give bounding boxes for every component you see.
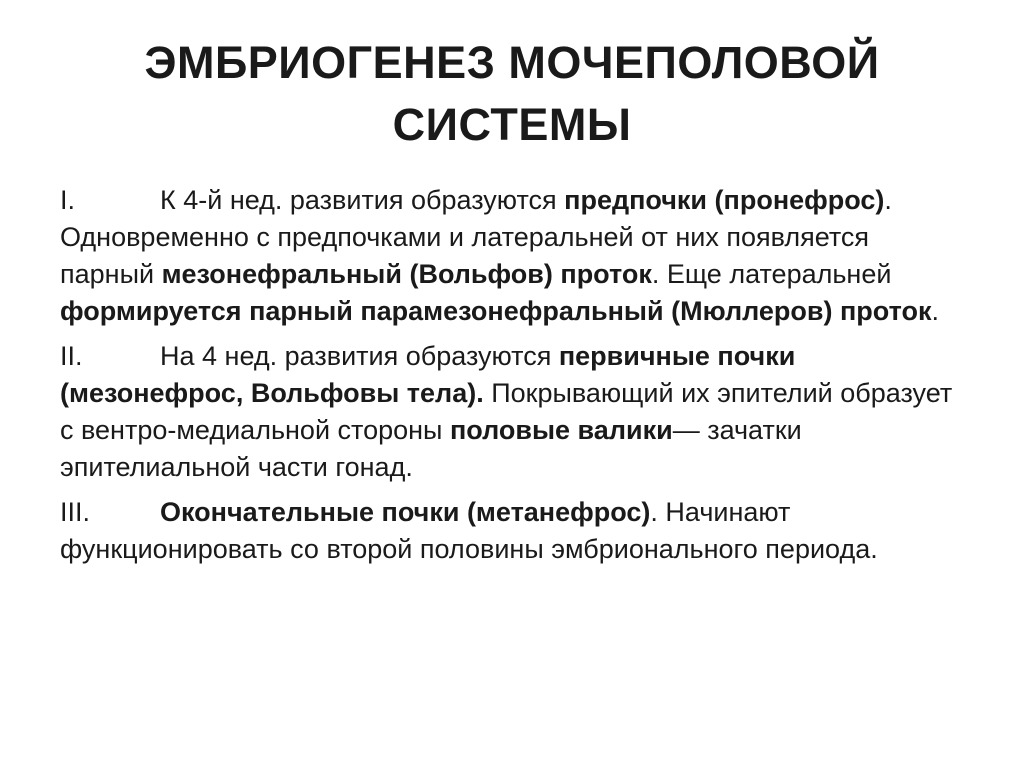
list-marker: II.: [60, 341, 83, 371]
text-segment: К 4-й нед. развития образуются: [160, 185, 565, 215]
text-segment: Покрывающий их эпителий образует с вентро-медиальной стороны: [60, 378, 953, 445]
text-segment: . Начинают функционировать со второй половины эмбрионального периода.: [60, 497, 878, 564]
list-item-1: [60, 182, 960, 330]
list-marker: I.: [60, 185, 76, 215]
slide-body: [60, 182, 960, 576]
text-segment-bold: предпочки (пронефрос): [564, 185, 885, 215]
text-segment: На 4 нед. развития образуются: [160, 341, 559, 371]
list-marker: III.: [60, 497, 91, 527]
list-item-3: [60, 494, 960, 568]
text-segment-bold: формируется парный парамезонефральный (Мюллеров) проток: [60, 296, 932, 326]
text-segment-bold: мезонефральный (Вольфов) проток: [161, 259, 652, 289]
text-segment: . Еще латеральней: [651, 259, 892, 289]
text-segment: .: [931, 296, 940, 326]
slide-title-line-1: ЭМБРИОГЕНЕЗ МОЧЕПОЛОВОЙ: [144, 37, 880, 88]
text-segment-bold: половые валики: [449, 415, 673, 445]
text-segment: . Одновременно с предпочками и латеральней от них появляется парный: [60, 185, 892, 289]
list-item-2: [60, 338, 960, 486]
text-segment-bold: первичные почки (мезонефрос, Вольфовы тела).: [60, 341, 796, 408]
text-segment: — зачатки эпителиальной части гонад.: [60, 415, 802, 482]
slide-title-line-2: СИСТЕМЫ: [392, 99, 632, 150]
slide-title: [60, 32, 964, 156]
text-segment-bold: Окончательные почки (метанефрос): [160, 497, 651, 527]
